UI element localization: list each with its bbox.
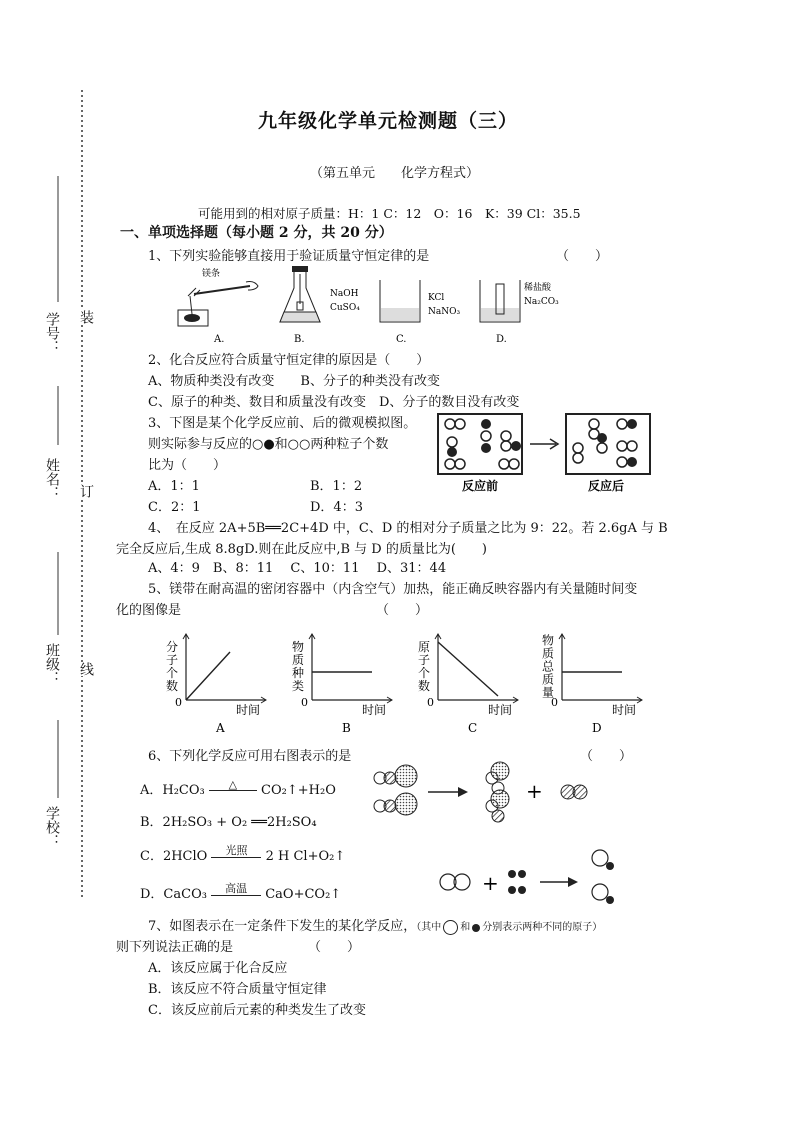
page-subtitle: （第五单元 化学方程式）	[310, 166, 480, 181]
q6-text: 6、下列化学反应可用右图表示的是	[148, 749, 352, 764]
q5-line1: 5、镁带在耐高温的密闭容器中（内含空气）加热，能正确反映容器内有关量随时间变	[148, 582, 638, 597]
xuehao-label: 学号：	[44, 312, 60, 354]
q4-line2: 完全反应后,生成 8.8gD.则在此反应中,B 与 D 的质量比为( )	[116, 542, 488, 557]
q1-mg-label: 镁条	[202, 269, 221, 279]
q5-chart-ylabel-char: 数	[418, 679, 431, 693]
q6-c-reactant: C．2HClO	[140, 849, 208, 864]
q5-chart-origin: 0	[301, 696, 308, 709]
q5-chart-xlabel: 时间	[488, 703, 513, 717]
atomic-mass-note: 可能用到的相对原子质量：H：1 C：12 O：16 K：39 Cl：35.5	[198, 206, 581, 221]
q7-answer-paren: （ ）	[308, 940, 361, 955]
q7-line2: 则下列说法正确的是	[116, 940, 234, 955]
q1-hcl-label: 稀盐酸	[524, 283, 552, 293]
q5-chart-letter-a: A	[216, 721, 225, 735]
q6-option-b: B．2H₂SO₃ + O₂ ══2H₂SO₄	[140, 815, 317, 830]
q3-after-label: 反应后	[588, 479, 625, 493]
q6-c-condition: 光照	[211, 845, 261, 858]
q5-chart-origin: 0	[551, 696, 558, 709]
q5-chart-ylabel-char: 个	[418, 666, 431, 680]
q5-answer-paren: （ ）	[376, 603, 429, 618]
q5-chart-ylabel-char: 个	[166, 666, 179, 680]
q1-naoh-label: NaOH	[330, 289, 359, 299]
q5-chart-xlabel: 时间	[362, 703, 387, 717]
q7-line1	[148, 915, 602, 935]
q5-chart-origin: 0	[175, 696, 182, 709]
q5-chart-line-c	[438, 642, 498, 696]
q5-chart-ylabel-char: 物	[292, 640, 305, 654]
q6-d-reactant: D．CaCO₃	[140, 887, 207, 902]
q1-option-b-figure	[280, 266, 360, 345]
q7-black-atom-icon	[472, 924, 480, 932]
q7-note-suffix: 分别表示两种不同的原子）	[482, 922, 603, 933]
q3-option-b: B．1：2	[310, 479, 363, 494]
q5-chart-ylabel-char: 数	[166, 679, 179, 693]
q2-text: 2、化合反应符合质量守恒定律的原因是（ ）	[148, 353, 430, 368]
q1-label-c: C.	[396, 334, 407, 345]
q7-note-prefix: （其中	[416, 922, 442, 933]
q6-a-products: CO₂↑+H₂O	[261, 783, 336, 798]
q1-label-d: D.	[496, 334, 507, 345]
q6-answer-paren: （ ）	[580, 749, 633, 764]
q2-options-cd: C、原子的种类、数目和质量没有改变 D、分子的数目没有改变	[148, 395, 520, 410]
q3-option-c: C．2：1	[148, 500, 201, 515]
q1-label-b: B.	[294, 334, 305, 345]
q5-chart-line-a	[186, 652, 230, 700]
q1-na2co3-label: Na₂CO₃	[524, 297, 559, 307]
q1-apparatus-figure	[170, 266, 590, 346]
q1-nano3-label: NaNO₃	[428, 307, 461, 317]
q3-option-a: A．1：1	[148, 479, 200, 494]
ding-mark: 订	[78, 484, 94, 498]
q6-option-a	[140, 779, 336, 798]
q5-chart-xlabel: 时间	[236, 703, 261, 717]
q4-options: A、4：9 B、8：11 C、10：11 D、31：44	[148, 561, 447, 576]
q6-molecule-diagram	[366, 762, 606, 832]
q5-chart-letter-d: D	[592, 721, 602, 735]
q6-d-condition: 高温	[211, 883, 261, 896]
q5-chart-ylabel-char: 原	[418, 640, 431, 654]
q5-chart-ylabel-char: 子	[166, 653, 179, 667]
q3-line2: 则实际参与反应的○●和○○两种粒子个数	[148, 437, 389, 452]
q7-note-and: 和	[460, 922, 471, 933]
q3-line1: 3、下图是某个化学反应前、后的微观模拟图。	[148, 416, 417, 431]
q6-plus-sign: +	[526, 779, 543, 803]
q4-line1: 4、 在反应 2A+5B══2C+4D 中，C、D 的相对分子质量之比为 9：22。若 2.6gA 与 B	[148, 521, 668, 536]
q5-chart-origin: 0	[427, 696, 434, 709]
section-1-heading: 一、单项选择题（每小题 2 分，共 20 分）	[120, 225, 393, 241]
xuexiao-label: 学校：	[44, 806, 60, 848]
q7-option-c: C．该反应前后元素的种类发生了改变	[148, 1003, 366, 1018]
q5-chart-ylabel-char: 分	[166, 640, 179, 654]
q5-chart-ylabel-char: 种	[292, 666, 305, 680]
q7-option-a: A．该反应属于化合反应	[148, 961, 288, 976]
q5-line2: 化的图像是	[116, 603, 182, 618]
q1-text: 1、下列实验能够直接用于验证质量守恒定律的是	[148, 249, 430, 264]
q3-option-d: D．4：3	[310, 500, 363, 515]
q7-plus-sign: +	[482, 871, 499, 895]
page-title: 九年级化学单元检测题（三）	[258, 110, 519, 132]
q5-chart-letter-b: B	[342, 721, 351, 735]
q5-chart-letter-c: C	[468, 721, 478, 735]
q3-particle-diagram	[436, 412, 676, 492]
q5-chart-ylabel-char: 物	[542, 633, 555, 648]
q1-option-d-figure	[480, 280, 559, 345]
q7-molecule-diagram	[436, 850, 636, 910]
xingming-label: 姓名：	[44, 458, 60, 500]
zhuang-mark: 装	[78, 310, 94, 324]
q5-chart-ylabel-char: 量	[542, 685, 555, 700]
q5-chart-xlabel: 时间	[612, 703, 637, 717]
q7-option-b: B．该反应不符合质量守恒定律	[148, 982, 327, 997]
q6-a-reactant: A．H₂CO₃	[140, 783, 205, 798]
xian-mark: 线	[78, 662, 94, 676]
q1-option-c-figure	[380, 280, 460, 345]
q2-options-ab: A、物质种类没有改变 B、分子的种类没有改变	[148, 374, 440, 389]
q5-chart-ylabel-char: 子	[418, 653, 431, 667]
q5-chart-ylabel-char: 总	[542, 659, 555, 674]
q1-option-a-figure	[178, 267, 258, 345]
q6-a-condition: △	[209, 780, 257, 791]
q6-option-c	[140, 845, 345, 864]
q6-d-products: CaO+CO₂↑	[265, 887, 342, 902]
q5-charts	[150, 626, 650, 736]
q1-cuso4-label: CuSO₄	[330, 303, 360, 313]
q5-chart-ylabel-char: 质	[542, 672, 555, 687]
q7-white-atom-icon	[443, 920, 458, 935]
q6-c-products: 2 H Cl+O₂↑	[265, 849, 346, 864]
q5-chart-ylabel-char: 质	[292, 653, 305, 667]
q1-kcl-label: KCl	[428, 293, 445, 303]
q1-answer-paren: （ ）	[556, 249, 609, 264]
q5-chart-ylabel-char: 类	[292, 679, 305, 693]
q6-option-d	[140, 883, 341, 902]
q1-label-a: A.	[214, 334, 225, 345]
q5-chart-ylabel-char: 质	[542, 646, 555, 661]
q7-text: 7、如图表示在一定条件下发生的某化学反应，	[148, 919, 417, 934]
q3-after-box	[566, 414, 650, 474]
banji-label: 班级：	[44, 643, 60, 685]
q3-before-label: 反应前	[462, 479, 499, 493]
q7-legend-note	[416, 922, 602, 933]
q3-line3: 比为（ ）	[148, 458, 227, 473]
